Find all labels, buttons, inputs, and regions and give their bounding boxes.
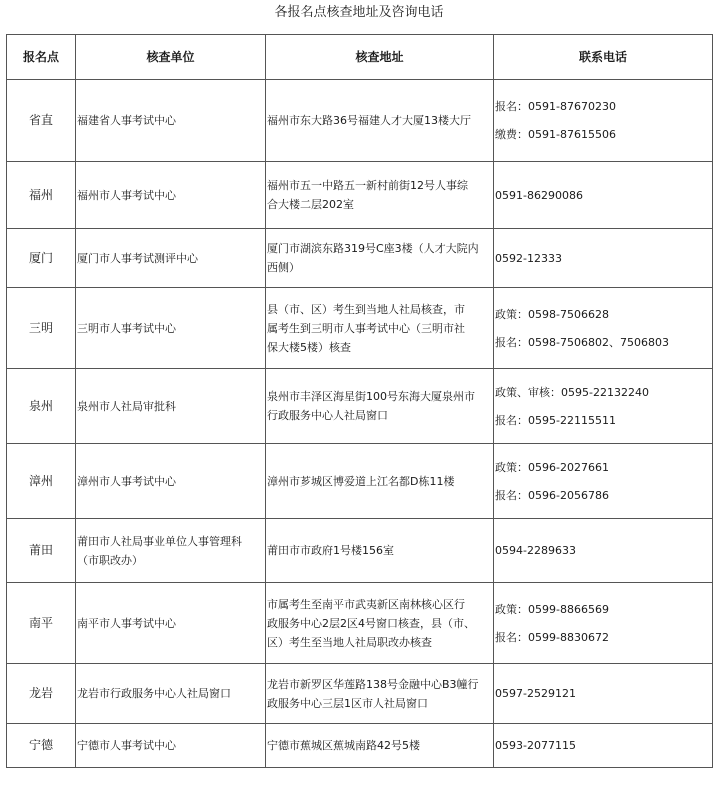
verification-address-cell [266,80,494,162]
contact-phone-line: 政策：0596-2027661 [495,460,609,474]
verification-unit-line: 南平市人事考试中心 [77,616,176,630]
registration-point-cell: 漳州 [7,444,76,519]
contact-table [6,34,713,768]
verification-address-line: 政服务中心三层1区市人社局窗口 [267,696,428,710]
verification-address-line: 市属考生至南平市武夷新区南林核心区行 [267,597,465,611]
contact-phone-line: 0592-12333 [495,251,562,265]
contact-phone-cell [494,162,713,229]
header-verification-unit: 核查单位 [76,35,266,80]
table-row [7,444,713,519]
verification-address-line: 泉州市丰泽区海星街100号东海大厦泉州市 [267,390,475,403]
verification-unit-cell [76,229,266,288]
verification-address-cell [266,229,494,288]
verification-address-line: 福州市五一中路五一新村前街12号人事综 [267,179,468,192]
table-row [7,519,713,583]
table-body [7,80,713,768]
contact-phone-line: 报名：0591-87670230 [495,100,616,113]
verification-unit-line: 福州市人事考试中心 [77,188,176,202]
verification-address-line: 区）考生至当地人社局职改办核查 [267,635,432,649]
contact-phone-cell [494,664,713,724]
contact-phone-cell [494,519,713,583]
registration-point-cell: 泉州 [7,369,76,444]
registration-point-cell: 省直 [7,80,76,162]
verification-address-line: 西侧） [267,261,300,274]
verification-address-line: 龙岩市新罗区华莲路138号金融中心B3幢行 [267,677,479,691]
verification-unit-cell [76,80,266,162]
verification-address-line: 宁德市蕉城区蕉城南路42号5楼 [267,739,420,752]
contact-phone-cell [494,444,713,519]
table-header-row [7,35,713,80]
line-spacer [495,324,711,333]
page-title: 各报名点核查地址及咨询电话 [274,5,444,20]
verification-unit-line: 宁德市人事考试中心 [77,739,176,752]
registration-point-cell: 南平 [7,583,76,664]
verification-address-line: 福州市东大路36号福建人才大厦13楼大厅 [267,114,471,127]
registration-point-cell: 福州 [7,162,76,229]
verification-unit-cell [76,583,266,664]
verification-unit-line: 莆田市人社局事业单位人事管理科 [77,534,242,548]
contact-phone-cell [494,229,713,288]
contact-phone-line: 报名：0599-8830672 [495,630,609,644]
contact-phone-line: 0594-2289633 [495,544,576,557]
contact-phone-cell [494,724,713,768]
registration-point-cell: 三明 [7,288,76,369]
verification-unit-line: 龙岩市行政服务中心人社局窗口 [77,687,231,700]
table-row [7,288,713,369]
contact-phone-line: 政策：0598-7506628 [495,307,609,321]
contact-phone-line: 报名：0595-22115511 [495,413,616,427]
verification-unit-line: 三明市人事考试中心 [77,321,176,335]
table-row [7,369,713,444]
table-row [7,162,713,229]
table-row [7,724,713,768]
verification-address-cell [266,724,494,768]
contact-phone-line: 0591-86290086 [495,188,583,202]
verification-unit-cell [76,664,266,724]
verification-unit-line: 漳州市人事考试中心 [77,474,176,488]
verification-address-cell [266,519,494,583]
verification-address-cell [266,288,494,369]
verification-address-line: 合大楼二层202室 [267,198,354,211]
verification-unit-line: 福建省人事考试中心 [77,114,176,127]
verification-address-line: 莆田市市政府1号楼156室 [267,544,394,557]
header-registration-point: 报名点 [7,35,76,80]
verification-address-line: 漳州市芗城区博爱道上江名都D栋11楼 [267,474,455,488]
verification-address-cell [266,664,494,724]
verification-unit-line: （市职改办） [77,553,143,567]
verification-unit-cell [76,519,266,583]
registration-point-cell: 龙岩 [7,664,76,724]
contact-phone-line: 报名：0596-2056786 [495,488,609,502]
line-spacer [495,402,711,411]
verification-address-cell [266,369,494,444]
contact-phone-line: 0593-2077115 [495,739,576,752]
registration-point-cell: 宁德 [7,724,76,768]
line-spacer [495,619,711,628]
contact-phone-line: 政策：0599-8866569 [495,602,609,616]
verification-unit-cell [76,724,266,768]
verification-unit-cell [76,444,266,519]
verification-address-line: 属考生到三明市人事考试中心（三明市社 [267,321,465,335]
verification-address-cell [266,162,494,229]
verification-unit-cell [76,288,266,369]
verification-address-line: 行政服务中心人社局窗口 [267,409,388,422]
contact-phone-line: 缴费：0591-87615506 [495,128,616,141]
header-contact-phone: 联系电话 [494,35,713,80]
verification-address-line: 厦门市湖滨东路319号C座3楼（人才大院内 [267,242,479,255]
contact-phone-cell [494,80,713,162]
verification-address-line: 政服务中心2层2区4号窗口核查，县（市、 [267,616,475,630]
line-spacer [495,477,711,486]
verification-unit-line: 泉州市人社局审批科 [77,399,176,413]
verification-address-cell [266,583,494,664]
contact-phone-cell [494,288,713,369]
contact-phone-cell [494,583,713,664]
contact-phone-line: 政策、审核：0595-22132240 [495,385,649,399]
verification-unit-line: 厦门市人事考试测评中心 [77,251,198,265]
verification-unit-cell [76,162,266,229]
contact-phone-cell [494,369,713,444]
registration-point-cell: 莆田 [7,519,76,583]
line-spacer [495,116,711,125]
table-row [7,664,713,724]
verification-address-line: 县（市、区）考生到当地人社局核查，市 [267,302,465,316]
table-row [7,80,713,162]
verification-address-cell [266,444,494,519]
registration-point-cell: 厦门 [7,229,76,288]
verification-unit-cell [76,369,266,444]
contact-phone-line: 0597-2529121 [495,687,576,700]
contact-phone-line: 报名：0598-7506802、7506803 [495,335,669,349]
verification-address-line: 保大楼5楼）核查 [267,340,351,354]
header-verification-address: 核查地址 [266,35,494,80]
table-row [7,229,713,288]
table-row [7,583,713,664]
